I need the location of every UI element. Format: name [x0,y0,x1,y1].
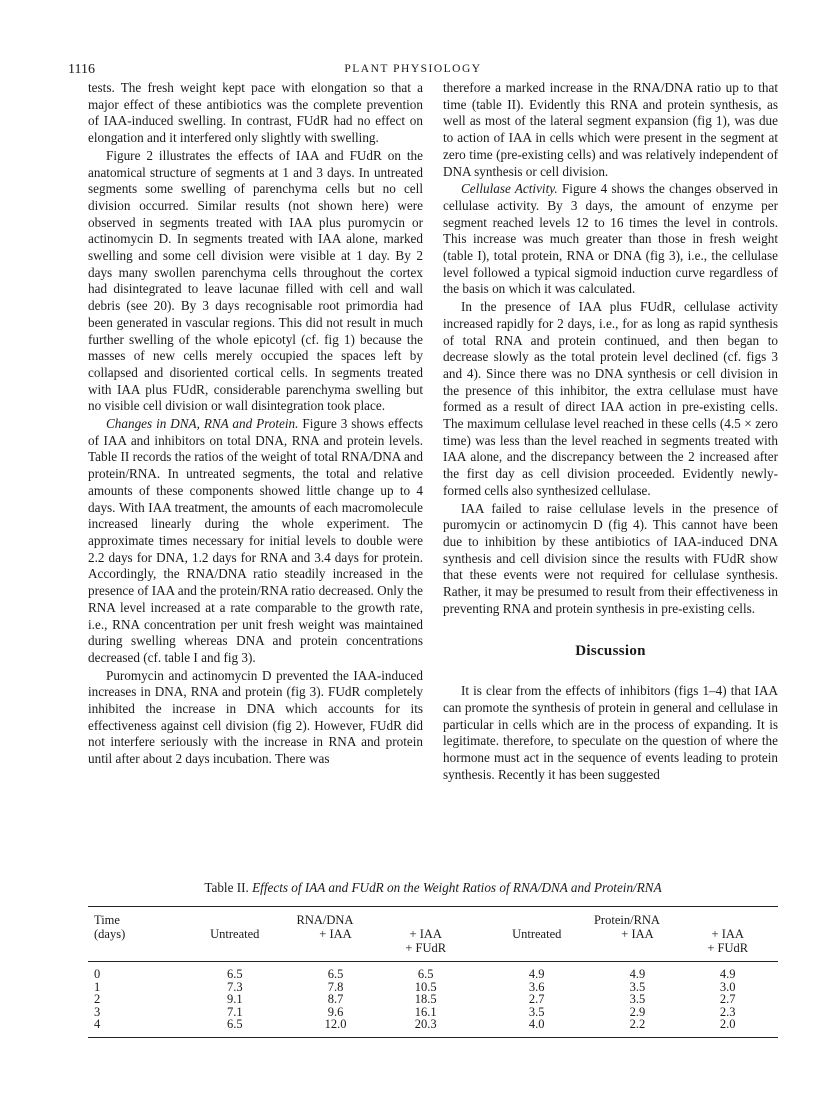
value-cell: 4.9 [528,967,545,981]
protein-untreated-header: Untreated [512,927,562,941]
rna-dna-group-header: RNA/DNA [296,913,354,927]
table-caption-prefix: Table II. [204,880,249,895]
table-ii [88,880,778,1038]
value-cell: 20.3 [414,1017,437,1031]
value-cell: 7.8 [327,979,344,994]
value-cell: 4.0 [528,1017,545,1031]
paragraph: therefore a marked increase in the RNA/DNA ratio up to that time (table II). Evidently this RNA and protein synthesis, as well as most of the lateral segment expansion (fig 1), was due to action of IAA in cells which were present in the segment at zero time (pre-existing cells) and was relatively independent of DNA synthesis or cell division. [443,80,778,179]
value-cell: 12.0 [324,1017,347,1031]
value-cell: 9.6 [327,1004,344,1019]
value-cell: 3.5 [629,979,646,994]
table-caption [88,880,778,896]
page-header [68,62,768,78]
paragraph: tests. The fresh weight kept pace with elongation so that a major effect of these antibiotics was the complete prevention of IAA-induced swelling. In contrast, FUdR had no effect on elongation and it interfered only slightly with swelling. [88,80,423,146]
time-cell: 0 [94,967,101,981]
rna-iaa-fudr-header: + IAA + FUdR [405,927,447,955]
value-cell: 7.3 [226,979,243,994]
value-cell: 2.0 [719,1017,736,1031]
value-cell: 3.0 [719,979,736,994]
value-cell: 6.5 [327,967,344,981]
value-cell: 3.5 [629,992,646,1006]
value-cell: 16.1 [414,1004,437,1019]
value-cell: 2.9 [629,1004,646,1019]
value-cell: 6.5 [226,1017,243,1031]
section-heading: Discussion [575,642,646,659]
paragraph: IAA failed to raise cellulase levels in the presence of puromycin or actinomycin D (fig 4). This cannot have been due to inhibition by these antibiotics of IAA-induced DNA synthesis and cell division since the results with FUdR show that these events were not required for cellulase synthesis. Rather, it may be presumed to result from their effectiveness in preventing RNA and protein synthesis in pre-existing cells. [443,500,778,616]
table-row [88,1018,778,1037]
time-cell: 1 [94,979,101,994]
value-cell: 6.5 [226,967,243,981]
table-body [88,962,778,1038]
page-number: 1116 [68,62,95,77]
value-cell: 2.7 [719,992,736,1006]
value-cell: 9.1 [226,992,243,1006]
protein-rna-group-header: Protein/RNA [593,913,660,927]
table-caption-title: Effects of IAA and FUdR on the Weight Ratios of RNA/DNA and Protein/RNA [252,880,662,895]
value-cell: 4.9 [629,967,646,981]
journal-title: PLANT PHYSIOLOGY [344,63,482,75]
value-cell: 8.7 [327,992,344,1006]
value-cell: 4.9 [719,967,736,981]
value-cell: 3.5 [528,1004,545,1019]
protein-iaa-header: + IAA [621,927,654,941]
paragraph: Figure 2 illustrates the effects of IAA and FUdR on the anatomical structure of segments at 1 and 3 days. In untreated segments some swelling of parenchyma cells but no cell division occurred. Similar results (not shown here) were observed in segments treated with IAA plus puromycin or actinomycin D. In segments treated with IAA alone, marked swelling and some cell division were visible at 1 day. By 2 days many swollen parenchyma cells throughout the cortex had disintegrated to leave lacunae filled with cell and wall debris (see 20). By 3 days recognisable root primordia had been generated in vascular regions. This did not result in much further swelling of the whole epicotyl (cf. fig 1) because the masses of new cells merely occupied the spaces left by collapsed and disoriented cortical cells. In segments treated with IAA plus FUdR, considerable parenchyma swelling but no visible cell division or wall disintegration took place. [88,147,423,414]
time-cell: 2 [94,992,101,1006]
time-cell: 3 [94,1004,101,1019]
paragraph: In the presence of IAA plus FUdR, cellulase activity increased rapidly for 2 days, i.e., for as long as rapid synthesis of total RNA and protein continued, and then began to decrease slowly as the total protein level declined (cf. figs 3 and 4). Since there was no DNA synthesis or cell division in the presence of this inhibitor, the extra cellulase must have formed as a result of direct IAA action in pre-existing cells. The maximum cellulase level reached in these cells (4.5 × zero time) was less than the level reached in segments treated with IAA alone, and the discrepancy between the 2 increased after the first day as cell division proceeded. Evidently newly-formed cells also synthesized cellulase. [443,299,778,498]
rna-untreated-header: Untreated [210,927,260,941]
value-cell: 2.3 [719,1004,736,1019]
value-cell: 10.5 [414,979,437,994]
paragraph: It is clear from the effects of inhibitors (figs 1–4) that IAA can promote the synthesis of protein in general and cellulase in particular in cells which are in the process of expanding. It is legitimate. therefore, to speculate on the question of where the hormone must act in the sequence of events leading to protein synthesis. Recently it has been suggested [443,683,778,782]
run-in-heading: Changes in DNA, RNA and Protein. [106,416,299,432]
paragraph: Puromycin and actinomycin D prevented the IAA-induced increases in DNA, RNA and protein (fig 3). FUdR completely inhibited the increase in DNA which accounts for its effectiveness against cell division (fig 2). However, FUdR did not interfere seriously with the increase in RNA and protein until after about 2 days incubation. There was [88,667,423,767]
protein-iaa-fudr-header: + IAA + FUdR [707,927,749,955]
value-cell: 7.1 [226,1004,243,1019]
time-cell: 4 [94,1017,101,1031]
value-cell: 18.5 [414,992,437,1006]
right-column [443,80,778,783]
value-cell: 6.5 [417,967,434,981]
time-header: Time (days) [94,913,126,941]
table-row [88,962,778,981]
table-row [88,993,778,1006]
value-cell: 3.6 [528,979,545,994]
paragraph: Cellulase Activity. Figure 4 shows the changes observed in cellulase activity. By 3 days, the amount of enzyme per segment reached levels 12 to 16 times the level in controls. This increase was much greater than those in fresh weight (table I), total protein, RNA or DNA (fig 3), i.e., the cellulase level followed a typical sigmoid induction curve regardless of the basis on which it was calculated. [443,181,778,297]
left-column [88,80,423,768]
value-cell: 2.2 [629,1017,646,1031]
paragraph: Changes in DNA, RNA and Protein. Figure 3 shows effects of IAA and inhibitors on total DNA, RNA and protein levels. Table II records the ratios of the weight of total RNA/DNA and protein/RNA. In untreated segments, the total and relative amounts of these components showed little change up to 4 days. With IAA treatment, the amounts of each macromolecule increased linearly during the whole experiment. The approximate times necessary for initial levels to double were 2.2 days for DNA, 1.2 days for RNA and 3.4 days for protein. Accordingly, the RNA/DNA ratio steadily increased in the presence of IAA and the protein/RNA ratio decreased. Only the RNA level increased at a rate comparable to the growth rate, i.e., RNA concentration per unit fresh weight was maintained during swelling whereas DNA and protein concentrations decreased (cf. table I and fig 3). [88,416,423,665]
run-in-heading: Cellulase Activity. [461,181,558,197]
value-cell: 2.7 [528,992,545,1006]
ratio-table [88,906,778,1038]
rna-iaa-header: + IAA [319,927,352,941]
